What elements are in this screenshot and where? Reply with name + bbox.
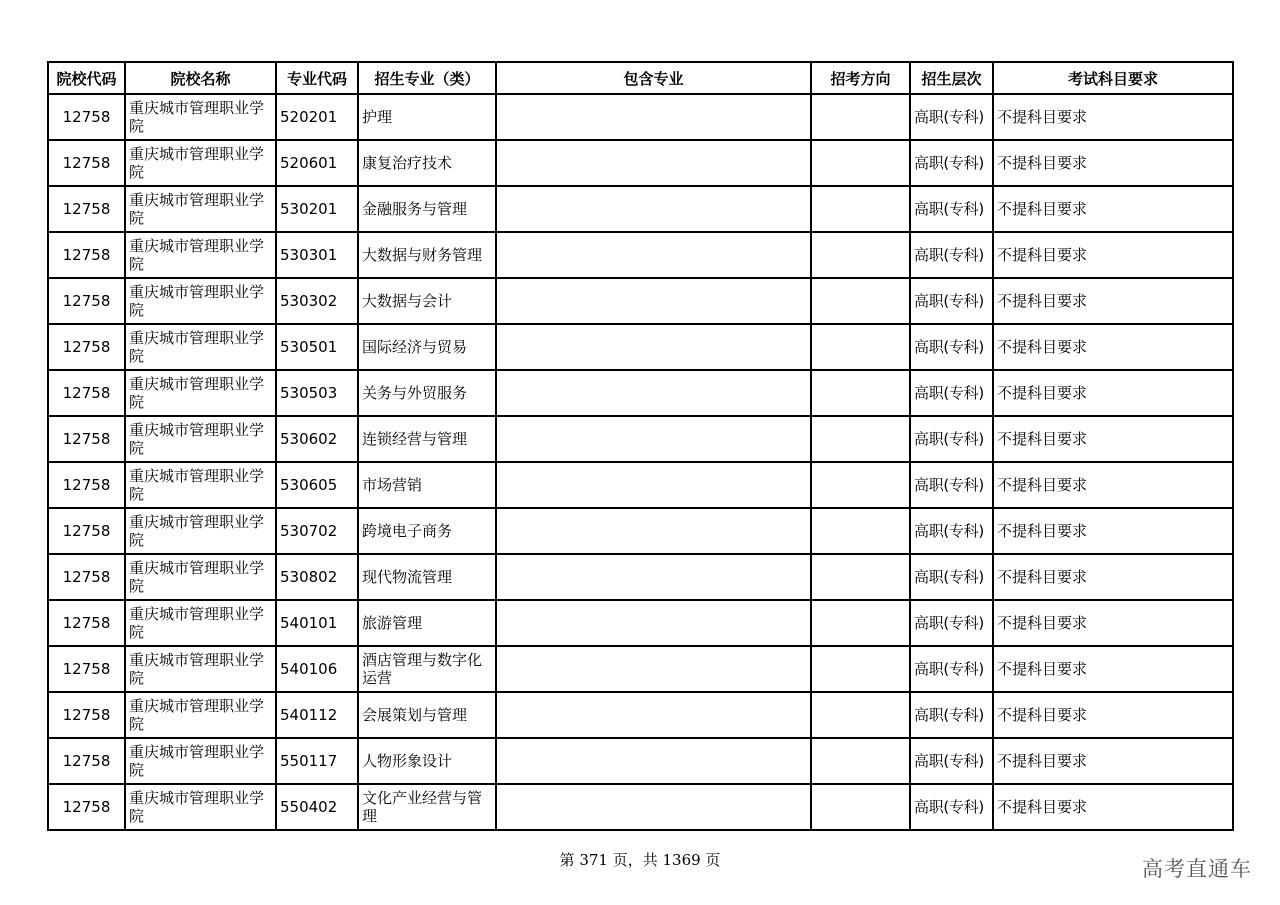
major-code-cell: 530802 — [276, 554, 358, 600]
level-cell: 高职(专科) — [910, 232, 993, 278]
level-cell: 高职(专科) — [910, 646, 993, 692]
requirement-cell: 不提科目要求 — [993, 600, 1233, 646]
requirement-cell: 不提科目要求 — [993, 646, 1233, 692]
school-code-cell: 12758 — [48, 508, 125, 554]
requirement-cell: 不提科目要求 — [993, 738, 1233, 784]
school-code-cell: 12758 — [48, 600, 125, 646]
major-code-cell: 540112 — [276, 692, 358, 738]
level-cell: 高职(专科) — [910, 508, 993, 554]
level-cell: 高职(专科) — [910, 94, 993, 140]
requirement-cell: 不提科目要求 — [993, 94, 1233, 140]
watermark: 高考直通车 — [1142, 857, 1252, 881]
school-name-cell: 重庆城市管理职业学院 — [125, 94, 276, 140]
direction-cell — [811, 508, 910, 554]
major-cell: 现代物流管理 — [358, 554, 496, 600]
table-row — [48, 600, 1233, 646]
school-name-cell: 重庆城市管理职业学院 — [125, 554, 276, 600]
level-cell: 高职(专科) — [910, 186, 993, 232]
requirement-cell: 不提科目要求 — [993, 140, 1233, 186]
level-cell: 高职(专科) — [910, 600, 993, 646]
direction-cell — [811, 232, 910, 278]
column-header: 院校代码 — [48, 62, 125, 94]
major-code-cell: 530605 — [276, 462, 358, 508]
school-code-cell: 12758 — [48, 462, 125, 508]
level-cell: 高职(专科) — [910, 416, 993, 462]
level-cell: 高职(专科) — [910, 278, 993, 324]
direction-cell — [811, 140, 910, 186]
table-row — [48, 692, 1233, 738]
major-cell: 金融服务与管理 — [358, 186, 496, 232]
included-majors-cell — [496, 324, 811, 370]
direction-cell — [811, 554, 910, 600]
major-code-cell: 520201 — [276, 94, 358, 140]
major-cell: 市场营销 — [358, 462, 496, 508]
major-cell: 关务与外贸服务 — [358, 370, 496, 416]
school-name-cell: 重庆城市管理职业学院 — [125, 416, 276, 462]
school-code-cell: 12758 — [48, 324, 125, 370]
level-cell: 高职(专科) — [910, 738, 993, 784]
major-cell: 文化产业经营与管理 — [358, 784, 496, 830]
school-name-cell: 重庆城市管理职业学院 — [125, 738, 276, 784]
included-majors-cell — [496, 370, 811, 416]
school-name-cell: 重庆城市管理职业学院 — [125, 462, 276, 508]
school-name-cell: 重庆城市管理职业学院 — [125, 186, 276, 232]
school-code-cell: 12758 — [48, 370, 125, 416]
major-cell: 旅游管理 — [358, 600, 496, 646]
direction-cell — [811, 462, 910, 508]
school-code-cell: 12758 — [48, 140, 125, 186]
school-name-cell: 重庆城市管理职业学院 — [125, 232, 276, 278]
major-cell: 跨境电子商务 — [358, 508, 496, 554]
table-row — [48, 462, 1233, 508]
requirement-cell: 不提科目要求 — [993, 554, 1233, 600]
school-name-cell: 重庆城市管理职业学院 — [125, 646, 276, 692]
school-name-cell: 重庆城市管理职业学院 — [125, 324, 276, 370]
requirement-cell: 不提科目要求 — [993, 508, 1233, 554]
school-name-cell: 重庆城市管理职业学院 — [125, 784, 276, 830]
table-header — [48, 62, 1233, 94]
table-row — [48, 370, 1233, 416]
school-name-cell: 重庆城市管理职业学院 — [125, 508, 276, 554]
requirement-cell: 不提科目要求 — [993, 692, 1233, 738]
table-row — [48, 784, 1233, 830]
table-row — [48, 232, 1233, 278]
direction-cell — [811, 186, 910, 232]
major-code-cell: 530201 — [276, 186, 358, 232]
direction-cell — [811, 416, 910, 462]
major-code-cell: 530301 — [276, 232, 358, 278]
requirement-cell: 不提科目要求 — [993, 416, 1233, 462]
level-cell: 高职(专科) — [910, 140, 993, 186]
major-code-cell: 540101 — [276, 600, 358, 646]
column-header: 考试科目要求 — [993, 62, 1233, 94]
requirement-cell: 不提科目要求 — [993, 232, 1233, 278]
table-body — [48, 94, 1233, 830]
level-cell: 高职(专科) — [910, 324, 993, 370]
major-code-cell: 530702 — [276, 508, 358, 554]
school-code-cell: 12758 — [48, 646, 125, 692]
direction-cell — [811, 738, 910, 784]
school-code-cell: 12758 — [48, 94, 125, 140]
level-cell: 高职(专科) — [910, 462, 993, 508]
major-code-cell: 550117 — [276, 738, 358, 784]
column-header: 招生层次 — [910, 62, 993, 94]
direction-cell — [811, 94, 910, 140]
school-code-cell: 12758 — [48, 738, 125, 784]
direction-cell — [811, 600, 910, 646]
included-majors-cell — [496, 416, 811, 462]
included-majors-cell — [496, 692, 811, 738]
column-header: 包含专业 — [496, 62, 811, 94]
table-row — [48, 140, 1233, 186]
included-majors-cell — [496, 232, 811, 278]
requirement-cell: 不提科目要求 — [993, 370, 1233, 416]
table-row — [48, 738, 1233, 784]
major-cell: 大数据与财务管理 — [358, 232, 496, 278]
admissions-table — [47, 61, 1234, 831]
direction-cell — [811, 784, 910, 830]
included-majors-cell — [496, 140, 811, 186]
table-row — [48, 416, 1233, 462]
included-majors-cell — [496, 508, 811, 554]
column-header: 招考方向 — [811, 62, 910, 94]
major-code-cell: 530302 — [276, 278, 358, 324]
major-code-cell: 530503 — [276, 370, 358, 416]
table-row — [48, 186, 1233, 232]
table-row — [48, 94, 1233, 140]
included-majors-cell — [496, 784, 811, 830]
major-cell: 会展策划与管理 — [358, 692, 496, 738]
table-row — [48, 554, 1233, 600]
requirement-cell: 不提科目要求 — [993, 186, 1233, 232]
column-header: 招生专业（类） — [358, 62, 496, 94]
school-code-cell: 12758 — [48, 278, 125, 324]
header-row — [48, 62, 1233, 94]
requirement-cell: 不提科目要求 — [993, 324, 1233, 370]
column-header: 院校名称 — [125, 62, 276, 94]
table-row — [48, 508, 1233, 554]
major-cell: 护理 — [358, 94, 496, 140]
page-footer: 第 371 页，共 1369 页 — [559, 851, 721, 869]
direction-cell — [811, 324, 910, 370]
requirement-cell: 不提科目要求 — [993, 462, 1233, 508]
table-row — [48, 646, 1233, 692]
included-majors-cell — [496, 646, 811, 692]
major-code-cell: 530501 — [276, 324, 358, 370]
requirement-cell: 不提科目要求 — [993, 784, 1233, 830]
included-majors-cell — [496, 462, 811, 508]
included-majors-cell — [496, 554, 811, 600]
major-cell: 大数据与会计 — [358, 278, 496, 324]
school-code-cell: 12758 — [48, 232, 125, 278]
major-cell: 酒店管理与数字化运营 — [358, 646, 496, 692]
direction-cell — [811, 278, 910, 324]
included-majors-cell — [496, 600, 811, 646]
direction-cell — [811, 370, 910, 416]
school-code-cell: 12758 — [48, 554, 125, 600]
major-cell: 康复治疗技术 — [358, 140, 496, 186]
table-row — [48, 324, 1233, 370]
major-cell: 国际经济与贸易 — [358, 324, 496, 370]
major-code-cell: 540106 — [276, 646, 358, 692]
included-majors-cell — [496, 278, 811, 324]
school-code-cell: 12758 — [48, 416, 125, 462]
school-code-cell: 12758 — [48, 784, 125, 830]
major-cell: 人物形象设计 — [358, 738, 496, 784]
requirement-cell: 不提科目要求 — [993, 278, 1233, 324]
included-majors-cell — [496, 738, 811, 784]
included-majors-cell — [496, 186, 811, 232]
included-majors-cell — [496, 94, 811, 140]
column-header: 专业代码 — [276, 62, 358, 94]
table-row — [48, 278, 1233, 324]
level-cell: 高职(专科) — [910, 784, 993, 830]
direction-cell — [811, 646, 910, 692]
school-code-cell: 12758 — [48, 186, 125, 232]
level-cell: 高职(专科) — [910, 554, 993, 600]
major-code-cell: 530602 — [276, 416, 358, 462]
major-code-cell: 550402 — [276, 784, 358, 830]
level-cell: 高职(专科) — [910, 692, 993, 738]
school-name-cell: 重庆城市管理职业学院 — [125, 600, 276, 646]
school-name-cell: 重庆城市管理职业学院 — [125, 278, 276, 324]
school-name-cell: 重庆城市管理职业学院 — [125, 370, 276, 416]
major-cell: 连锁经营与管理 — [358, 416, 496, 462]
school-code-cell: 12758 — [48, 692, 125, 738]
level-cell: 高职(专科) — [910, 370, 993, 416]
direction-cell — [811, 692, 910, 738]
school-name-cell: 重庆城市管理职业学院 — [125, 140, 276, 186]
major-code-cell: 520601 — [276, 140, 358, 186]
school-name-cell: 重庆城市管理职业学院 — [125, 692, 276, 738]
